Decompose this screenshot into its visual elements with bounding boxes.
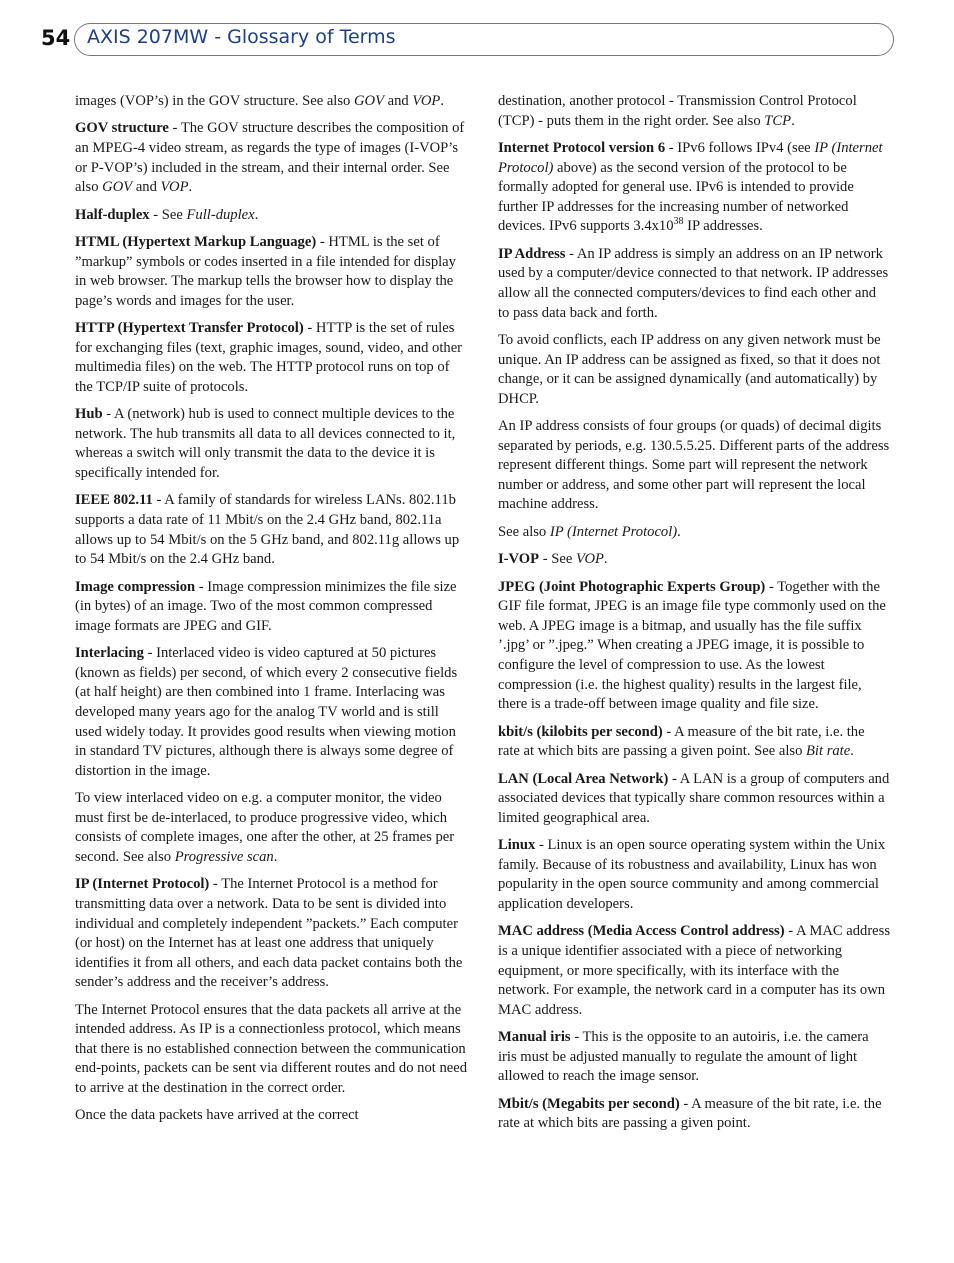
definition: IP addresses. <box>683 218 763 235</box>
separator: - <box>665 139 678 156</box>
separator: - <box>679 1095 692 1112</box>
definition: Image compression minimizes the file size (in bytes) of an image. Two of the most common compressed image formats are JPEG and GIF. <box>75 578 457 634</box>
definition: Interlaced video is video captured at 50 pictures (known as fields) per second, of which every 2 consecutive fields (at half height) are then combined into 1 frame. Interlacing was developed many years ago for the analog TV world and is still used widely today. It provides good results when viewing motion in standard TV pictures, although there is always some degree of distortion in the image. <box>75 645 458 779</box>
glossary-paragraph-ip-address <box>498 417 890 515</box>
text: . <box>440 93 444 109</box>
separator: - <box>152 492 165 509</box>
term: Manual iris <box>498 1029 571 1046</box>
text: . <box>850 743 854 760</box>
separator: - <box>539 551 552 568</box>
left-column <box>75 92 467 1134</box>
separator: - <box>149 206 162 223</box>
separator: - <box>765 578 778 595</box>
term: HTTP (Hypertext Transfer Protocol) <box>75 320 304 337</box>
separator: - <box>195 578 208 595</box>
separator: - <box>168 120 181 137</box>
definition: To view interlaced video on e.g. a computer monitor, the video must first be de-interlaced, to produce progressive video, which consists of complete images, one after the other, at 25 frames per second. See also <box>75 790 455 865</box>
definition: The Internet Protocol is a method for transmitting data over a network. Data to be sent is divided into individual and completely independent ”packets.” Each computer (or host) on the Internet has at least one address that uniquely identifies it from all others, and each data packet contains both the sender’s address and the receiver’s address. <box>75 876 463 991</box>
text: . <box>254 206 259 223</box>
definition: IPv6 follows IPv4 (see <box>677 139 815 156</box>
separator: - <box>668 770 680 787</box>
term: HTML (Hypertext Markup Language) <box>75 233 317 250</box>
separator: - <box>102 406 114 423</box>
definition: The GOV structure describes the composition of an MPEG-4 video stream, as regards the type of images (I-VOP’s or P-VOP’s) included in the stream, and their internal order. See also <box>75 120 465 196</box>
glossary-entry-hub <box>75 405 467 483</box>
definition: See <box>161 206 187 223</box>
glossary-entry-http <box>75 319 467 397</box>
text: images (VOP’s) in the GOV structure. See also <box>75 93 354 109</box>
term: Image compression <box>75 578 196 595</box>
superscript: 38 <box>673 216 684 228</box>
separator: - <box>209 876 222 893</box>
cross-reference: VOP <box>160 179 189 196</box>
page-title: AXIS 207MW - Glossary of Terms <box>87 26 396 48</box>
definition: This is the opposite to an autoiris, i.e. the camera iris must be adjusted manually to regulate the amount of light allowed to reach the image sensor. <box>498 1029 869 1085</box>
term: MAC address (Media Access Control address) <box>498 923 785 940</box>
separator: - <box>662 723 675 740</box>
text: . <box>188 179 193 196</box>
cross-reference: IP (Internet Protocol) <box>549 523 678 540</box>
definition: Together with the GIF file format, JPEG is an image file type commonly used on the web. A JPEG image is a bitmap, and usually has the file suffix ’.jpg’ or ”.jpeg.” When creating a JPEG image, it is possible to configure the level of compression to use. As the lowest compression (i.e. the highest quality) results in the largest file, there is a trade-off between image quality and file size. <box>498 578 886 713</box>
glossary-entry-ieee-802-11 <box>75 491 467 569</box>
definition: To avoid conflicts, each IP address on any given network must be unique. An IP address can be assigned as fixed, so that it does not change, or it can be assigned dynamically (and automatically) by DHCP. <box>498 331 881 407</box>
glossary-entry-interlacing <box>75 644 467 781</box>
separator: - <box>570 1029 583 1046</box>
cross-reference: GOV <box>102 179 133 196</box>
glossary-entry-ip <box>75 875 467 993</box>
term: Hub <box>75 406 103 423</box>
term: Mbit/s (Megabits per second) <box>498 1095 680 1112</box>
definition: HTML is the set of ”markup” symbols or codes inserted in a file intended for display in web browser. The markup tells the browser how to display the page’s words and images for the user. <box>75 233 456 309</box>
separator: - <box>784 923 796 940</box>
term: I-VOP <box>498 551 540 568</box>
definition: Linux is an open source operating system within the Unix family. Because of its robustness and availability, Linux has won popularity in the open source community and among commercial application developers. <box>498 837 886 912</box>
definition: A family of standards for wireless LANs. 802.11b supports a data rate of 11 Mbit/s on the 2.4 GHz band, 802.11a allows up to 54 Mbit/s on the 5 GHz band, and 802.11g allows up to 54 Mbit/s on the 2.4 GHz band. <box>75 492 460 568</box>
separator: - <box>316 233 329 250</box>
glossary-paragraph-interlacing <box>75 789 467 867</box>
term: IP Address <box>498 245 566 262</box>
header-title-bar <box>74 23 894 56</box>
glossary-entry-half-duplex <box>75 206 467 226</box>
cross-reference: Full-duplex <box>186 206 255 223</box>
term: kbit/s (kilobits per second) <box>498 723 663 740</box>
separator: - <box>303 320 316 337</box>
glossary-entry-html <box>75 233 467 311</box>
glossary-entry-jpeg <box>498 578 890 715</box>
cross-reference: GOV <box>354 93 384 109</box>
definition: A MAC address is a unique identifier associated with a piece of networking equipment, or more specifically, with its interface with the network. For example, the network card in a computer has its own MAC address. <box>498 923 891 1018</box>
text: and <box>132 179 161 196</box>
text: . <box>603 551 608 568</box>
glossary-continuation <box>75 92 467 112</box>
glossary-paragraph-ip-address <box>498 331 890 409</box>
right-column <box>498 92 890 1142</box>
glossary-entry-kbits <box>498 723 890 762</box>
cross-reference: TCP <box>764 112 792 129</box>
glossary-entry-gov-structure <box>75 119 467 197</box>
text: . <box>273 848 278 865</box>
term: Half-duplex <box>75 206 150 223</box>
glossary-paragraph-ip-address <box>498 523 890 543</box>
definition: HTTP is the set of rules for exchanging files (text, graphic images, sound, video, and other multimedia files) on the web. The HTTP protocol runs on top of the TCP/IP suite of protocols. <box>75 320 463 395</box>
term: Internet Protocol version 6 <box>498 139 666 156</box>
definition: A LAN is a group of computers and associated devices that typically share common resources within a limited geographical area. <box>498 770 890 826</box>
glossary-entry-image-compression <box>75 578 467 637</box>
text: See also <box>498 523 550 540</box>
glossary-entry-ip-address <box>498 245 890 323</box>
text: . <box>677 523 681 540</box>
separator: - <box>565 245 577 262</box>
glossary-continuation <box>498 92 890 131</box>
text: . <box>791 112 795 129</box>
term: JPEG (Joint Photographic Experts Group) <box>498 578 766 595</box>
text: destination, another protocol - Transmission Control Protocol (TCP) - puts them in the right order. See also <box>498 93 857 129</box>
term: IP (Internet Protocol) <box>75 876 210 893</box>
glossary-entry-linux <box>498 836 890 914</box>
term: LAN (Local Area Network) <box>498 770 669 787</box>
term: Interlacing <box>75 645 144 662</box>
glossary-paragraph-ip <box>75 1106 467 1126</box>
separator: - <box>535 837 548 854</box>
glossary-paragraph-ip <box>75 1001 467 1099</box>
glossary-entry-manual-iris <box>498 1028 890 1087</box>
glossary-entry-lan <box>498 770 890 829</box>
cross-reference: VOP <box>575 551 604 568</box>
cross-reference: VOP <box>412 93 441 109</box>
definition: A measure of the bit rate, i.e. the rate at which bits are passing a given point. See also <box>498 723 865 760</box>
glossary-entry-mbits <box>498 1095 890 1134</box>
term: GOV structure <box>75 120 169 137</box>
definition: The Internet Protocol ensures that the data packets all arrive at the intended address. As IP is a connectionless protocol, which means that there is no established connection between the communication end-points, packets can be sent via different routes and do not need to arrive at the destination in the correct order. <box>75 1001 468 1097</box>
definition: See <box>551 551 576 568</box>
glossary-entry-ipv6 <box>498 139 890 237</box>
definition: above) as the second version of the protocol to be formally adopted for general use. IPv6 is intended to provide further IP addresses for the increasing number of networked devices. IPv6 supports 3.4x10 <box>498 159 854 235</box>
cross-reference: Bit rate <box>806 743 851 760</box>
glossary-entry-i-vop <box>498 550 890 570</box>
term: Linux <box>498 837 536 854</box>
glossary-entry-mac-address <box>498 922 890 1020</box>
definition: A measure of the bit rate, i.e. the rate at which bits are passing a given point. <box>498 1095 882 1132</box>
page-number: 54 <box>41 26 71 50</box>
definition: Once the data packets have arrived at the correct <box>75 1107 359 1124</box>
definition: An IP address consists of four groups (or quads) of decimal digits separated by periods, e.g. 130.5.5.25. Different parts of the address represent different things. Some part will represent the network number or address, and some other part will represent the local machine address. <box>498 418 890 513</box>
cross-reference: IP (Internet Protocol) <box>498 139 883 176</box>
definition: A (network) hub is used to connect multiple devices to the network. The hub transmits all data to all devices connected to it, whereas a switch will only transmit the data to the device it is specifically intended for. <box>75 406 456 482</box>
text: and <box>384 93 413 109</box>
term: IEEE 802.11 <box>75 492 153 509</box>
definition: An IP address is simply an address on an IP network used by a computer/device connected to that network. IP addresses allow all the connected computers/devices to find each other and to pass data back and forth. <box>498 245 889 321</box>
separator: - <box>143 645 157 662</box>
cross-reference: Progressive scan <box>174 848 274 865</box>
